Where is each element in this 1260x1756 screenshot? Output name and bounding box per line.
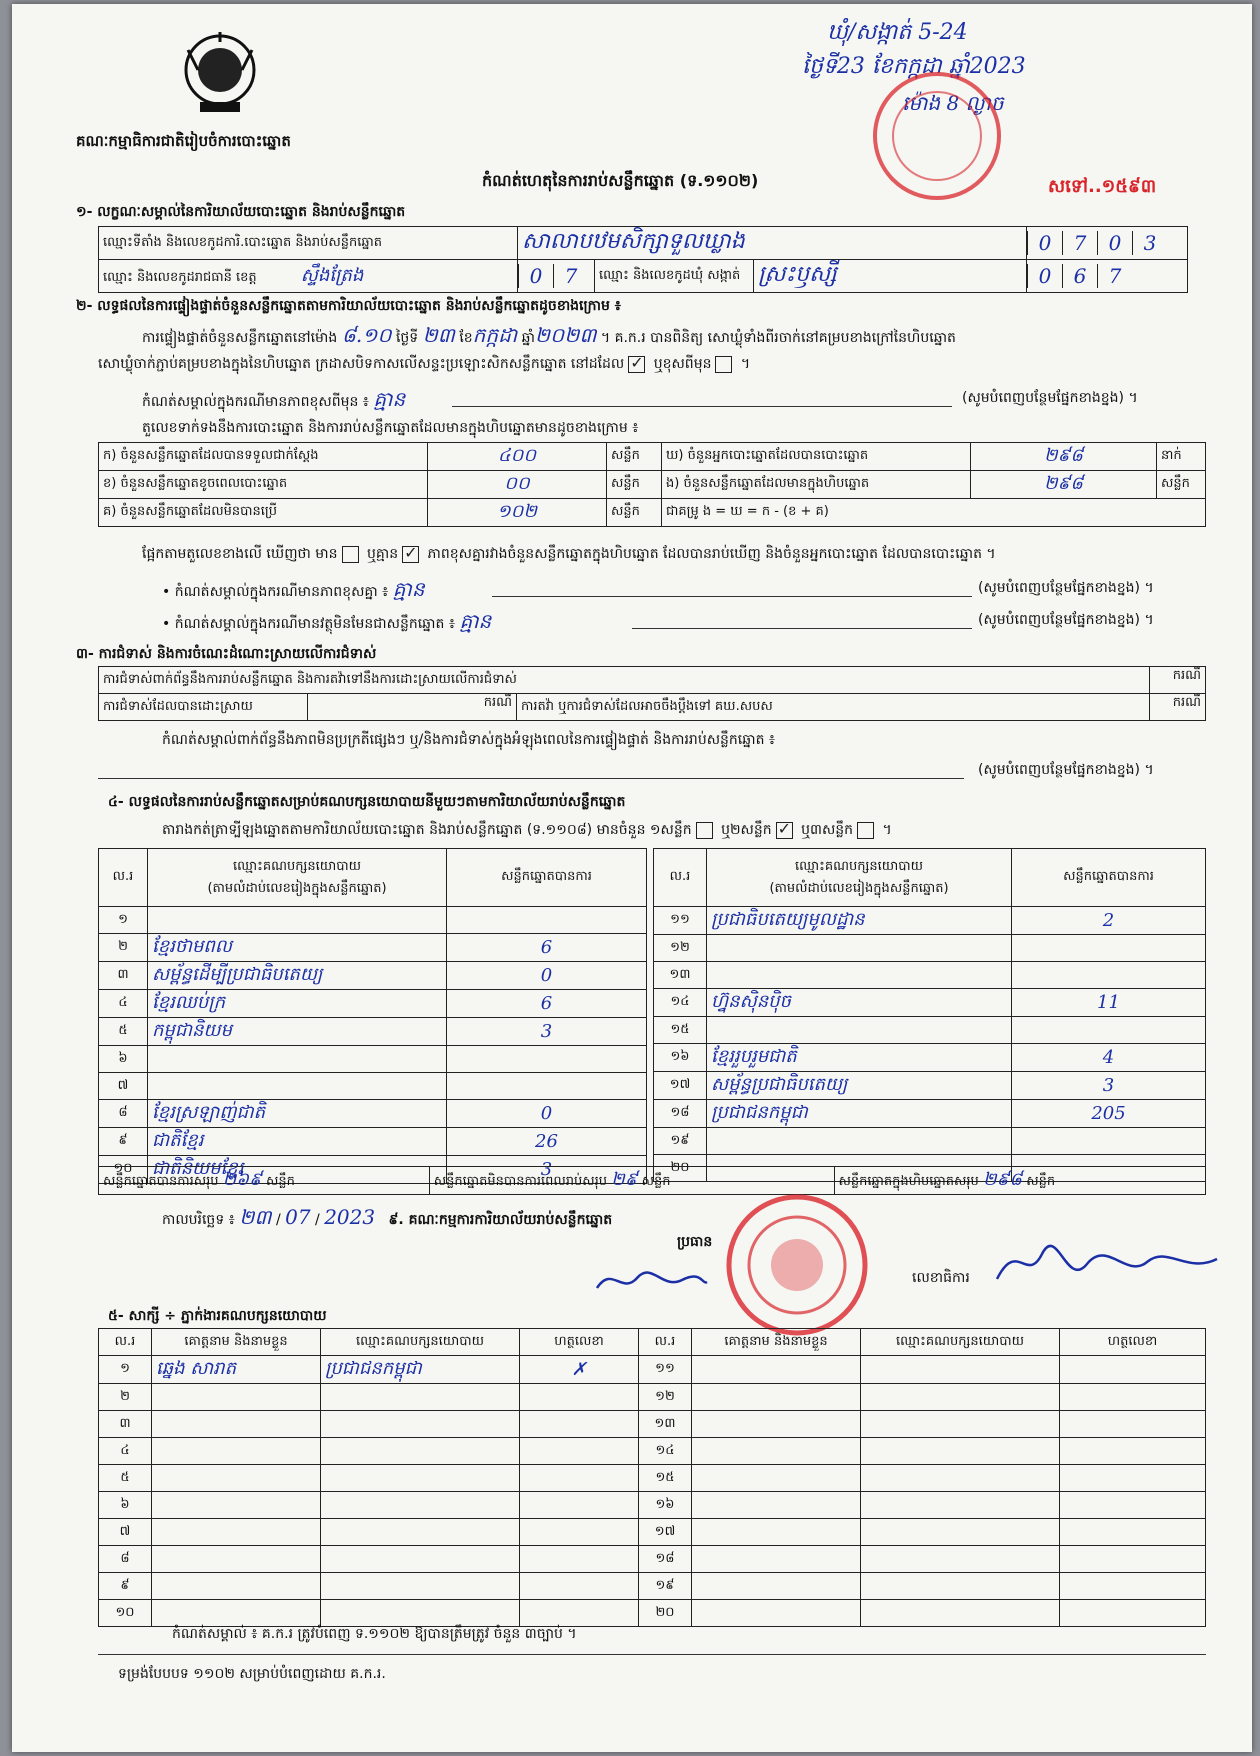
party-name: កម្ពុជានិយម [148, 1018, 447, 1046]
witness-name [152, 1411, 321, 1438]
row-number: ១ [99, 1356, 152, 1384]
witness-name [152, 1438, 321, 1465]
party-name: ហ្វ៊ុនស៊ិនប៉ិច [707, 989, 1012, 1017]
party-name: ខ្មែរថាមពល [148, 934, 447, 962]
witness-party [861, 1465, 1060, 1492]
party-votes: 205 [1012, 1100, 1206, 1128]
witness-party [321, 1492, 520, 1519]
row-number: ១៤ [654, 989, 707, 1017]
row-number: ៩ [99, 1573, 152, 1600]
formula: ជាគម្រូ ង = ឃ = ក - (ខ + គ) [662, 499, 1206, 527]
result-row [99, 1018, 647, 1046]
party-votes [447, 907, 647, 934]
witness-signature [1060, 1573, 1206, 1600]
results-table-right: ល.រ ឈ្មោះគណបក្សនយោបាយ (តាមលំដាប់លេខរៀងក្នុងសន្លឹកឆ្នោត) សន្លឹកឆ្នោតបានការ ១១ ប្រជាធិបតេយ្យមូលដ្ឋាន 2 ១២ ១៣ ១៤ ហ្វ៊ុនស៊ិនប៉ិច 11 ១៥ ១៦ ខ្មែររួបរួមជាតិ 4 ១៧ សម្ព័ន្ធប្រជាធិបតេយ្យ 3 ១៨ ប្រជាជនកម្ពុជា 205 ១៩ ២០ [653, 848, 1206, 1182]
stamp-reference: សទៅ..១៥៩៣ [1048, 176, 1157, 197]
stamp-seal [862, 66, 1012, 206]
result-row [99, 1128, 647, 1156]
row-number: ១១ [639, 1356, 692, 1384]
counts-table: ក) ចំនួនសន្លឹកឆ្នោតដែលបានទទួលជាក់ស្តែង ៤០០ សន្លឹក ឃ) ចំនួនអ្នកបោះឆ្នោតដែលបានបោះឆ្នោត ២៩៨ នាក់ ខ) ចំនួនសន្លឹកឆ្នោតខូចពេលបោះឆ្នោត ០០ សន្លឹក ង) ចំនួនសន្លឹកឆ្នោតដែលមានក្នុងហិបឆ្នោត ២៩៨ សន្លឹក គ) ចំនួនសន្លឹកឆ្នោតដែលមិនបានប្រើ ១០២ សន្លឹក ជាគម្រូ ង = ឃ = ក - (ខ + គ) [98, 442, 1206, 527]
row-number: ១៦ [639, 1492, 692, 1519]
party-votes: 3 [447, 1018, 647, 1046]
row-number: ៤ [99, 1438, 152, 1465]
witness-signature: ✗ [520, 1356, 639, 1384]
voters-value: ២៩៨ [971, 443, 1157, 471]
commune-label: ឈ្មោះ និងលេខកូដឃុំ សង្កាត់ [595, 260, 754, 293]
row-number: ១ [99, 907, 148, 934]
row-number: ១៥ [639, 1465, 692, 1492]
party-votes [1012, 1128, 1206, 1155]
ballot-count-form: គណៈកម្មាធិការជាតិរៀបចំការបោះឆ្នោត កំណត់ហេតុនៃការរាប់សន្លឹកឆ្នោត (ទ.១១០២) ឃុំ/សង្កាត់ 5-24 ថ្ងៃទី23 ខែកក្កដា ឆ្នាំ2023 ម៉ោង 8 ល្ងាច សទៅ..១៥៩៣ ១- លក្ខណៈសម្គាល់នៃការិយាល័យបោះឆ្នោត និងរាប់សន្លឹកឆ្នោត ឈ្មោះទីតាំង និងលេខកូដការិ.បោះឆ្នោត និងរាប់សន្លឹកឆ្នោត សាលាបឋមសិក្សាទួលឃ្លាង 0 7 0 3 ឈ្មោះ និងលេខកូដរាជធានី ខេត្ត ស្ទឹងត្រែង 0 7 ឈ្មោះ និងលេខកូដឃុំ សង្កាត់ ស្រះឫស្សី 0 6 7 ២- លទ្ធផលនៃការផ្ទៀងផ្ទាត់ចំនួនសន្លឹកឆ្នោតតាមការិយាល័យបោះឆ្នោត និងរាប់សន្លឹកឆ្នោតដូចខាងក្រោម ៖ ការផ្ទៀងផ្ទាត់ចំនួនសន្លឹកឆ្នោតនៅម៉ោង ៨.១០ ថ្ងៃទី ២៣ ខែកក្កដា ឆ្នាំ២០២៣ ។ គ.ក.រ បានពិនិត្យ សោឃ្លុំទាំងពីរចាក់នៅគម្របខាងក្រៅនៃហិបឆ្នោត សោឃ្លុំចាក់ភ្ជាប់គម្របខាងក្នុងនៃហិបឆ្នោត ក្រដាសបិទកាសលើសន្ទះប្រឡោះសិកសន្លឹកឆ្នោត នៅដដែល✓ ឬខុសពីមុន ។ កំណត់សម្គាល់ក្នុងករណីមានភាពខុសពីមុន ៖ គ្មាន (សូមបំពេញបន្ថែមផ្នែកខាងខ្នង) ។ តួលេខទាក់ទងនឹងការបោះឆ្នោត និងការរាប់សន្លឹកឆ្នោតដែលមានក្នុងហិបឆ្នោតមានដូចខាងក្រោម ៖ ក) ចំនួនសន្លឹកឆ្នោតដែលបានទទួលជាក់ស្តែង ៤០០ សន្លឹក ឃ) ចំនួនអ្នកបោះឆ្នោតដែលបានបោះឆ្នោត ២៩៨ នាក់ ខ) ចំនួនសន្លឹកឆ្នោតខូចពេលបោះឆ្នោត ០០ សន្លឹក ង) ចំនួនសន្លឹកឆ្នោតដែលមានក្នុងហិបឆ្នោត ២៩៨ សន្លឹក គ) ចំនួនសន្លឹកឆ្នោតដែលមិនបានប្រើ ១០២ សន្លឹក ជាគម្រូ ង = ឃ = ក - (ខ + គ) ផ្អែកតាមតួលេខខាងលើ ឃើញថា មាន ឬគ្មាន✓ ភាពខុសគ្នារវាងចំនួនសន្លឹកឆ្នោតក្នុងហិបឆ្នោត ដែលបានរាប់ឃើញ និងចំនួនអ្នកបោះឆ្នោត ដែលបានបោះឆ្នោត ។ • កំណត់សម្គាល់ក្នុងករណីមានភាពខុសគ្នា ៖ គ្មាន (សូមបំពេញបន្ថែមផ្នែកខាងខ្នង) ។ • កំណត់សម្គាល់ក្នុងករណីមានវត្ថុមិនមែនជាសន្លឹកឆ្នោត ៖ គ្មាន (សូមបំពេញបន្ថែមផ្នែកខាងខ្នង) ។ ៣- ការជំទាស់ និងការចំណេះដំណោះស្រាយលើការជំទាស់ ការជំទាស់ពាក់ព័ន្ធនឹងការរាប់សន្លឹកឆ្នោត និងការតវ៉ាទៅនឹងការដោះស្រាយលើការជំទាស់ ករណី ការជំទាស់ដែលបានដោះស្រាយ ករណី ការតវ៉ា ឬការជំទាស់ដែលអាចចឹងប្តឹងទៅ គឃ.សបស ករណី កំណត់សម្គាល់ពាក់ព័ន្ធនឹងភាពមិនប្រក្រតីផ្សេងៗ ឬ/និងការជំទាស់ក្នុងអំឡុងពេលនៃការផ្ទៀងផ្ទាត់ និងការរាប់សន្លឹកឆ្នោត ៖ (សូមបំពេញបន្ថែមផ្នែកខាងខ្នង) ។ ៤- លទ្ធផលនៃការរាប់សន្លឹកឆ្នោតសម្រាប់គណបក្សនយោបាយនីមួយៗតាមការិយាល័យរាប់សន្លឹកឆ្នោត តារាងកត់ត្រាទ្បីឡងឆ្នោតតាមការិយាល័យបោះឆ្នោត និងរាប់សន្លឹកឆ្នោត (ទ.១១០៨) មានចំនួន ១សន្លឹក ឬ២សន្លឹក✓ ឬ៣សន្លឹក ។ ល.រ ឈ្មោះគណបក្សនយោបាយ (តាមលំដាប់លេខរៀងក្នុងសន្លឹកឆ្នោត) សន្លឹកឆ្នោតបានការ ១ ២ ខ្មែរថាមពល 6 ៣ សម្ព័ន្ធដើម្បីប្រជាធិបតេយ្យ 0 ៤ ខ្មែរឈប់ក្រ 6 ៥ កម្ពុជានិយម 3 ៦ ៧ ៨ ខ្មែរស្រឡាញ់ជាតិ 0 ៩ ជាតិខ្មែរ 26 ១០ ជាតិនិយមខ្មែរ 3 ល.រ ឈ្មោះគណបក្សនយោបាយ (តាមលំដាប់លេខរៀងក្នុងសន្លឹកឆ្នោត) សន្លឹកឆ្នោតបានការ ១១ ប្រជាធិបតេយ្យមូលដ្ឋាន 2 ១២ ១៣ ១៤ ហ្វ៊ុនស៊ិនប៉ិច 11 ១៥ ១៦ ខ្មែររួបរួមជាតិ 4 ១៧ សម្ព័ន្ធប្រជាធិបតេយ្យ 3 ១៨ ប្រជាជនកម្ពុជា 205 ១៩ ២០ សន្លឹកឆ្នោតបានការសរុប ២៦៩ សន្លឹក សន្លឹកឆ្នោតមិនបានការពេលរាប់សរុប ២៩ សន្លឹក សន្លឹកឆ្នោតក្នុងហិបឆ្នោតសរុប ២៩៨ សន្លឹក កាលបរិច្ឆេទ ៖ ២៣ / 07 / 2023 ៩. គណៈកម្មការការិយាល័យរាប់សន្លឹកឆ្នោត ប្រធាន លេខាធិការ ៥- សាក្សី ÷ ភ្នាក់ងារគណបក្សនយោបាយ ល.រ គោត្តនាម និងនាមខ្លួន ឈ្មោះគណបក្សនយោបាយ ហត្ថលេខា ល.រ គោត្តនាម និងនាមខ្លួន ឈ្មោះគណបក្សនយោបាយ ហត្ថលេខា ១ ឆ្នេង សារាត ប្រជាជនកម្ពុជា ✗ ១១ ២ ១២ ៣ ១៣ ៤ ១៤ ៥ ១៥ ៦ ១៦ ៧ ១៧ ៨ ១៨ ៩ ១៩ ១០ ២០ កំណត់សម្គាល់ ៖ គ.ក.រ ត្រូវបំពេញ ទ.១១០២ ឱ្យបានត្រឹមត្រូវ ចំនួន ៣ច្បាប់ ។ ទម្រង់បែបបទ ១១០២ សម្រាប់បំពេញដោយ គ.ក.រ. [12, 4, 1252, 1752]
result-row [654, 907, 1206, 935]
witness-name [152, 1519, 321, 1546]
same-checkbox [628, 356, 645, 373]
party-votes [447, 1046, 647, 1073]
witness-signature [520, 1600, 639, 1627]
party-name [707, 1017, 1012, 1044]
witness-signature [1060, 1438, 1206, 1465]
date-line: កាលបរិច្ឆេទ ៖ ២៣ / 07 / 2023 ៩. គណៈកម្មការការិយាល័យរាប់សន្លឹកឆ្នោត [162, 1205, 613, 1229]
invalid-note: • កំណត់សម្គាល់ក្នុងករណីមានវត្ថុមិនមែនជាសន្លឹកឆ្នោត ៖ គ្មាន [162, 609, 492, 633]
form-title: កំណត់ហេតុនៃការរាប់សន្លឹកឆ្នោត (ទ.១១០២) [482, 171, 759, 190]
row-number: ១៨ [654, 1100, 707, 1128]
witness-party [321, 1600, 520, 1627]
party-name: ខ្មែរឈប់ក្រ [148, 990, 447, 1018]
witness-signature [1060, 1356, 1206, 1384]
party-name: ជាតិខ្មែរ [148, 1128, 447, 1156]
row-number: ៣ [99, 1411, 152, 1438]
witness-signature [1060, 1384, 1206, 1411]
witness-name [692, 1438, 861, 1465]
row-number: ៦ [99, 1492, 152, 1519]
two-sheets-checkbox [776, 822, 793, 839]
witness-signature [1060, 1546, 1206, 1573]
in-box-value: ២៩៨ [971, 471, 1157, 499]
party-votes: 2 [1012, 907, 1206, 935]
witness-name [152, 1492, 321, 1519]
party-name [148, 1046, 447, 1073]
witness-name [692, 1600, 861, 1627]
invalid-total: ២៩ [611, 1169, 638, 1190]
province-code: 0 7 [518, 260, 595, 293]
row-number: ៨ [99, 1100, 148, 1128]
party-name [707, 935, 1012, 962]
party-name: ជាតិនិយមខ្មែរ [148, 1156, 447, 1184]
row-number: ១៧ [639, 1519, 692, 1546]
row-number: ១៦ [654, 1044, 707, 1072]
result-row [99, 990, 647, 1018]
witness-signature [520, 1573, 639, 1600]
witness-signature [520, 1546, 639, 1573]
witness-name [692, 1546, 861, 1573]
province-name: ស្ទឹងត្រែង [300, 264, 364, 286]
witness-name [692, 1411, 861, 1438]
result-row [99, 962, 647, 990]
result-row [99, 907, 647, 934]
party-votes: 26 [447, 1128, 647, 1156]
party-votes: 0 [447, 962, 647, 990]
received-value: ៤០០ [428, 443, 607, 471]
has-difference-checkbox [342, 546, 359, 563]
row-number: ១៤ [639, 1438, 692, 1465]
witness-note: កំណត់សម្គាល់ ៖ គ.ក.រ ត្រូវបំពេញ ទ.១១០២ ឱ្យបានត្រឹមត្រូវ ចំនួន ៣ច្បាប់ ។ [172, 1626, 577, 1642]
witness-name [692, 1519, 861, 1546]
witness-name [692, 1465, 861, 1492]
result-row [654, 1128, 1206, 1155]
witness-row [99, 1573, 1206, 1600]
witness-party [861, 1546, 1060, 1573]
party-votes [1012, 935, 1206, 962]
witness-signature [520, 1438, 639, 1465]
witness-name [152, 1465, 321, 1492]
witness-name [152, 1546, 321, 1573]
witness-row [99, 1546, 1206, 1573]
totals-row: សន្លឹកឆ្នោតបានការសរុប ២៦៩ សន្លឹក សន្លឹកឆ្នោតមិនបានការពេលរាប់សរុប ២៩ សន្លឹក សន្លឹកឆ្នោតក្នុងហិបឆ្នោតសរុប ២៩៨ សន្លឹក [98, 1166, 1206, 1195]
witness-party [321, 1465, 520, 1492]
party-votes: 6 [447, 990, 647, 1018]
emblem-icon [180, 30, 260, 116]
president-label: ប្រធាន [677, 1234, 713, 1250]
row-number: ១៩ [639, 1573, 692, 1600]
witness-signature [1060, 1600, 1206, 1627]
party-votes: 11 [1012, 989, 1206, 1017]
party-votes: 0 [447, 1100, 647, 1128]
row-number: ១៣ [654, 962, 707, 989]
party-name: ខ្មែររួបរួមជាតិ [707, 1044, 1012, 1072]
station-name: សាលាបឋមសិក្សាទួលឃ្លាង [518, 227, 1027, 260]
committee-name: គណៈកម្មាធិការជាតិរៀបចំការបោះឆ្នោត [76, 132, 291, 150]
party-votes [1012, 1017, 1206, 1044]
result-row [654, 1072, 1206, 1100]
witness-signature [520, 1411, 639, 1438]
party-votes [447, 1073, 647, 1100]
annotation-date: ថ្ងៃទី23 ខែកក្កដា ឆ្នាំ2023 [802, 54, 1026, 79]
witness-party [321, 1438, 520, 1465]
result-row [654, 962, 1206, 989]
witness-row [99, 1438, 1206, 1465]
witness-signature [520, 1492, 639, 1519]
party-votes [1012, 962, 1206, 989]
station-code: 0 7 0 3 [1027, 227, 1188, 260]
witness-signature [1060, 1465, 1206, 1492]
row-number: ១០ [99, 1600, 152, 1627]
row-number: ៧ [99, 1519, 152, 1546]
row-number: ២ [99, 1384, 152, 1411]
witness-row [99, 1519, 1206, 1546]
result-row [99, 1100, 647, 1128]
witness-party: ប្រជាជនកម្ពុជា [321, 1356, 520, 1384]
results-table-left: ល.រ ឈ្មោះគណបក្សនយោបាយ (តាមលំដាប់លេខរៀងក្នុងសន្លឹកឆ្នោត) សន្លឹកឆ្នោតបានការ ១ ២ ខ្មែរថាមពល 6 ៣ សម្ព័ន្ធដើម្បីប្រជាធិបតេយ្យ 0 ៤ ខ្មែរឈប់ក្រ 6 ៥ កម្ពុជានិយម 3 ៦ ៧ ៨ ខ្មែរស្រឡាញ់ជាតិ 0 ៩ ជាតិខ្មែរ 26 ១០ ជាតិនិយមខ្មែរ 3 [98, 848, 647, 1184]
unused-value: ១០២ [428, 499, 607, 527]
witness-signature [1060, 1519, 1206, 1546]
annotation-commune: ឃុំ/សង្កាត់ 5-24 [827, 20, 968, 45]
witness-row [99, 1492, 1206, 1519]
tally-sheets: តារាងកត់ត្រាទ្បីឡងឆ្នោតតាមការិយាល័យបោះឆ្នោត និងរាប់សន្លឹកឆ្នោត (ទ.១១០៨) មានចំនួន ១សន្លឹក ឬ២សន្លឹក✓ ឬ៣សន្លឹក ។ [162, 820, 892, 841]
row-number: ១៥ [654, 1017, 707, 1044]
party-name: ប្រជាជនកម្ពុជា [707, 1100, 1012, 1128]
verification-line1: ការផ្ទៀងផ្ទាត់ចំនួនសន្លឹកឆ្នោតនៅម៉ោង ៨.១០ ថ្ងៃទី ២៣ ខែកក្កដា ឆ្នាំ២០២៣ ។ គ.ក.រ បានពិនិត្យ សោឃ្លុំទាំងពីរចាក់នៅគម្របខាងក្រៅនៃហិបឆ្នោត [142, 323, 956, 347]
witness-signature [520, 1465, 639, 1492]
section5-title: ៥- សាក្សី ÷ ភ្នាក់ងារគណបក្សនយោបាយ [108, 1308, 327, 1324]
valid-total: ២៦៩ [222, 1169, 262, 1190]
result-row [654, 989, 1206, 1017]
row-number: ៨ [99, 1546, 152, 1573]
party-name [707, 962, 1012, 989]
province-label: ឈ្មោះ និងលេខកូដរាជធានី ខេត្ត ស្ទឹងត្រែង [99, 260, 518, 293]
difference-note: កំណត់សម្គាល់ក្នុងករណីមានភាពខុសពីមុន ៖ គ្មាន [142, 387, 406, 411]
witness-party [861, 1438, 1060, 1465]
row-number: ១២ [654, 935, 707, 962]
different-checkbox [715, 356, 732, 373]
witness-signature [520, 1384, 639, 1411]
complaints-table: ការជំទាស់ពាក់ព័ន្ធនឹងការរាប់សន្លឹកឆ្នោត និងការតវ៉ាទៅនឹងការដោះស្រាយលើការជំទាស់ ករណី ការជំទាស់ដែលបានដោះស្រាយ ករណី ការតវ៉ា ឬការជំទាស់ដែលអាចចឹងប្តឹងទៅ គឃ.សបស ករណី [98, 666, 1206, 721]
no-difference-checkbox [402, 546, 419, 563]
section4-title: ៤- លទ្ធផលនៃការរាប់សន្លឹកឆ្នោតសម្រាប់គណបក្សនយោបាយនីមួយៗតាមការិយាល័យរាប់សន្លឹកឆ្នោត [108, 794, 626, 810]
witness-party [861, 1411, 1060, 1438]
secretary-signature [987, 1234, 1227, 1294]
box-total: ២៩៨ [982, 1169, 1023, 1190]
witness-party [861, 1492, 1060, 1519]
annotation-time: ម៉ោង 8 ល្ងាច [902, 91, 1004, 115]
secretary-label: លេខាធិការ [912, 1270, 970, 1286]
official-seal [712, 1190, 882, 1340]
result-row [654, 1017, 1206, 1044]
party-votes: 6 [447, 934, 647, 962]
row-number: ១៣ [639, 1411, 692, 1438]
witness-signature [1060, 1411, 1206, 1438]
result-row [654, 935, 1206, 962]
witness-name [152, 1573, 321, 1600]
witness-row [99, 1465, 1206, 1492]
party-name: ខ្មែរស្រឡាញ់ជាតិ [148, 1100, 447, 1128]
party-votes: 4 [1012, 1044, 1206, 1072]
row-number: ៩ [99, 1128, 148, 1156]
station-table [98, 226, 1188, 293]
result-row [654, 1100, 1206, 1128]
row-number: ៧ [99, 1073, 148, 1100]
party-votes: 3 [447, 1156, 647, 1184]
president-signature [592, 1260, 712, 1300]
row-number: ២០ [654, 1155, 707, 1182]
row-number: ១២ [639, 1384, 692, 1411]
section1-title: ១- លក្ខណៈសម្គាល់នៃការិយាល័យបោះឆ្នោត និងរាប់សន្លឹកឆ្នោត [76, 204, 406, 220]
witness-party [861, 1356, 1060, 1384]
party-name: សម្ព័ន្ធប្រជាធិបតេយ្យ [707, 1072, 1012, 1100]
witness-name [692, 1492, 861, 1519]
party-votes: 3 [1012, 1072, 1206, 1100]
party-name: ប្រជាធិបតេយ្យមូលដ្ឋាន [707, 907, 1012, 935]
verification-line2: សោឃ្លុំចាក់ភ្ជាប់គម្របខាងក្នុងនៃហិបឆ្នោត ក្រដាសបិទកាសលើសន្ទះប្រឡោះសិកសន្លឹកឆ្នោត នៅដដែល✓ ឬខុសពីមុន ។ [98, 354, 750, 375]
row-number: ៥ [99, 1018, 148, 1046]
complaint-note: កំណត់សម្គាល់ពាក់ព័ន្ធនឹងភាពមិនប្រក្រតីផ្សេងៗ ឬ/និងការជំទាស់ក្នុងអំឡុងពេលនៃការផ្ទៀងផ្ទាត់ និងការរាប់សន្លឹកឆ្នោត ៖ [162, 732, 776, 748]
party-name [707, 1128, 1012, 1155]
section2-title: ២- លទ្ធផលនៃការផ្ទៀងផ្ទាត់ចំនួនសន្លឹកឆ្នោតតាមការិយាល័យបោះឆ្នោត និងរាប់សន្លឹកឆ្នោតដូចខាងក្រោម ៖ [76, 298, 621, 314]
row-number: ១៨ [639, 1546, 692, 1573]
row-number: ១១ [654, 907, 707, 935]
row-number: ១៩ [654, 1128, 707, 1155]
result-row [99, 1073, 647, 1100]
witness-party [321, 1411, 520, 1438]
witness-party [861, 1384, 1060, 1411]
row-number: ១០ [99, 1156, 148, 1184]
witness-name [692, 1384, 861, 1411]
witness-row [99, 1600, 1206, 1627]
witness-party [321, 1519, 520, 1546]
commune-code: 0 6 7 [1027, 260, 1188, 293]
result-row [99, 1046, 647, 1073]
form-note: ទម្រង់បែបបទ ១១០២ សម្រាប់បំពេញដោយ គ.ក.រ. [118, 1666, 386, 1682]
row-number: ៤ [99, 990, 148, 1018]
result-row [99, 934, 647, 962]
witness-name [692, 1573, 861, 1600]
witness-name [152, 1600, 321, 1627]
spoiled-value: ០០ [428, 471, 607, 499]
commune-name: ស្រះឫស្សី [754, 260, 1027, 293]
party-name [148, 907, 447, 934]
witness-signature [520, 1519, 639, 1546]
station-label: ឈ្មោះទីតាំង និងលេខកូដការិ.បោះឆ្នោត និងរាប់សន្លឹកឆ្នោត [99, 227, 518, 260]
diff-note: • កំណត់សម្គាល់ក្នុងករណីមានភាពខុសគ្នា ៖ គ្មាន [162, 577, 425, 601]
row-number: ៥ [99, 1465, 152, 1492]
witness-signature [1060, 1492, 1206, 1519]
row-number: ២០ [639, 1600, 692, 1627]
row-number: ៣ [99, 962, 148, 990]
witness-party [861, 1573, 1060, 1600]
witness-name: ឆ្នេង សារាត [152, 1356, 321, 1384]
witness-party [861, 1519, 1060, 1546]
row-number: ១៧ [654, 1072, 707, 1100]
witness-row [99, 1411, 1206, 1438]
witness-party [321, 1384, 520, 1411]
witness-row [99, 1384, 1206, 1411]
party-name [148, 1073, 447, 1100]
result-row [654, 1044, 1206, 1072]
counts-intro: តួលេខទាក់ទងនឹងការបោះឆ្នោត និងការរាប់សន្លឹកឆ្នោតដែលមានក្នុងហិបឆ្នោតមានដូចខាងក្រោម ៖ [142, 420, 639, 436]
row-number: ៦ [99, 1046, 148, 1073]
witness-party [321, 1573, 520, 1600]
witness-name [692, 1356, 861, 1384]
witness-party [321, 1546, 520, 1573]
section3-title: ៣- ការជំទាស់ និងការចំណេះដំណោះស្រាយលើការជំទាស់ [76, 646, 377, 662]
witness-party [861, 1600, 1060, 1627]
conclusion: ផ្អែកតាមតួលេខខាងលើ ឃើញថា មាន ឬគ្មាន✓ ភាពខុសគ្នារវាងចំនួនសន្លឹកឆ្នោតក្នុងហិបឆ្នោត ដែលបានរាប់ឃើញ និងចំនួនអ្នកបោះឆ្នោត ដែលបានបោះឆ្នោត ។ [142, 544, 996, 565]
witness-row [99, 1356, 1206, 1384]
row-number: ២ [99, 934, 148, 962]
witness-name [152, 1384, 321, 1411]
party-name: សម្ព័ន្ធដើម្បីប្រជាធិបតេយ្យ [148, 962, 447, 990]
witness-table: ល.រ គោត្តនាម និងនាមខ្លួន ឈ្មោះគណបក្សនយោបាយ ហត្ថលេខា ល.រ គោត្តនាម និងនាមខ្លួន ឈ្មោះគណបក្សនយោបាយ ហត្ថលេខា ១ ឆ្នេង សារាត ប្រជាជនកម្ពុជា ✗ ១១ ២ ១២ ៣ ១៣ ៤ ១៤ ៥ ១៥ ៦ ១៦ ៧ ១៧ ៨ ១៨ ៩ ១៩ ១០ ២០ [98, 1328, 1206, 1627]
